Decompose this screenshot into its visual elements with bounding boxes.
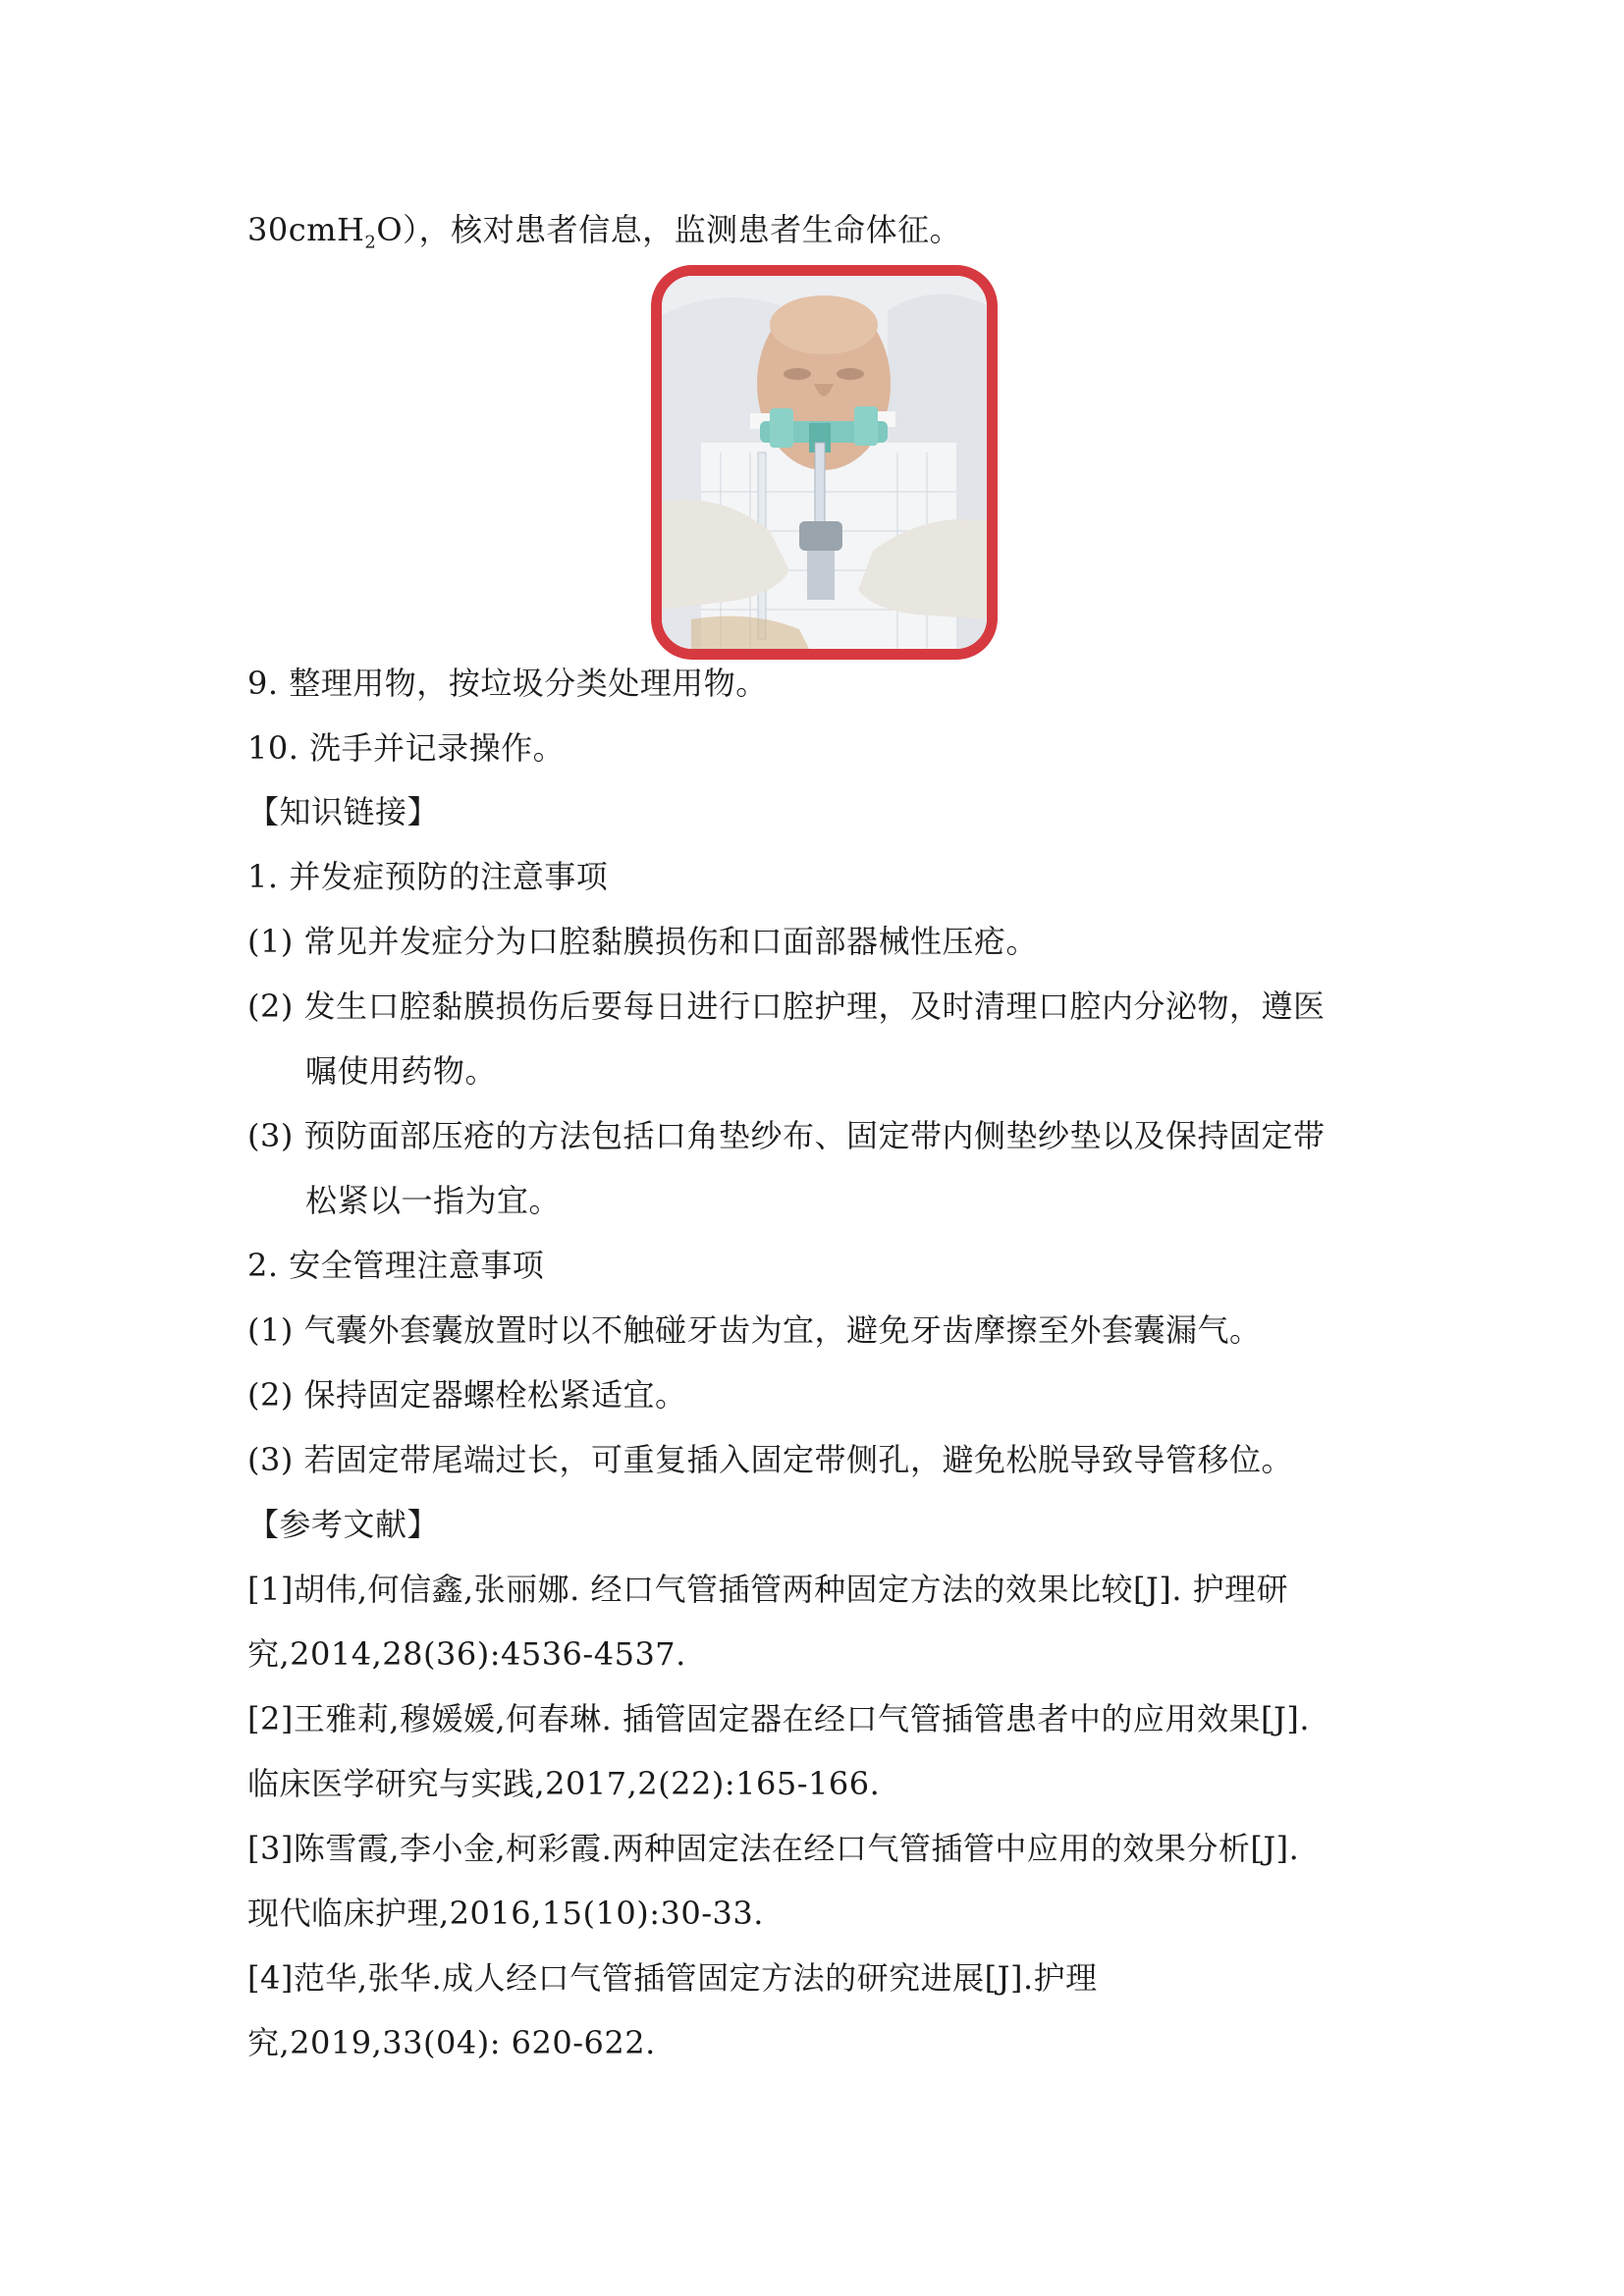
reference-3-line-1: [3]陈雪霞,李小金,柯彩霞.两种固定法在经口气管插管中应用的效果分析[J]. — [247, 1830, 1300, 1867]
text-run: 30cmH — [247, 211, 365, 248]
text-line-2: 9. 整理用物，按垃圾分类处理用物。 — [247, 665, 768, 702]
section-heading-knowledge: 【知识链接】 — [247, 793, 440, 830]
text-line-10: 松紧以一指为宜。 — [305, 1182, 562, 1219]
text-line-1 — [247, 210, 962, 253]
reference-4-line-1: [4]范华,张华.成人经口气管插管固定方法的研究进展[J].护理 — [247, 1959, 1098, 1997]
text-line-8: 嘱使用药物。 — [305, 1052, 498, 1090]
text-line-5: 1. 并发症预防的注意事项 — [247, 858, 609, 895]
text-line-14: (3) 若固定带尾端过长，可重复插入固定带侧孔，避免松脱导致导管移位。 — [247, 1441, 1294, 1478]
reference-3-line-2: 现代临床护理,2016,15(10):30-33. — [247, 1895, 764, 1932]
reference-2-line-1: [2]王雅莉,穆媛媛,何春琳. 插管固定器在经口气管插管患者中的应用效果[J]. — [247, 1700, 1310, 1737]
text-line-3: 10. 洗手并记录操作。 — [247, 729, 566, 767]
reference-1-line-2: 究,2014,28(36):4536-4537. — [247, 1635, 686, 1673]
manikin-illustration — [662, 276, 987, 649]
text-line-11: 2. 安全管理注意事项 — [247, 1247, 545, 1284]
figure-intubation-photo — [651, 265, 998, 660]
text-line-9: (3) 预防面部压疮的方法包括口角垫纱布、固定带内侧垫纱垫以及保持固定带 — [247, 1117, 1326, 1154]
text-line-12: (1) 气囊外套囊放置时以不触碰牙齿为宜，避免牙齿摩擦至外套囊漏气。 — [247, 1311, 1262, 1349]
reference-1-line-1: [1]胡伟,何信鑫,张丽娜. 经口气管插管两种固定方法的效果比较[J]. 护理研 — [247, 1571, 1289, 1608]
text-line-13: (2) 保持固定器螺栓松紧适宜。 — [247, 1376, 687, 1414]
reference-4-line-2: 究,2019,33(04): 620-622. — [247, 2024, 656, 2061]
text-run: O），核对患者信息，监测患者生命体征。 — [376, 211, 962, 248]
text-line-7: (2) 发生口腔黏膜损伤后要每日进行口腔护理，及时清理口腔内分泌物，遵医 — [247, 988, 1326, 1025]
reference-2-line-2: 临床医学研究与实践,2017,2(22):165-166. — [247, 1765, 881, 1802]
section-heading-references: 【参考文献】 — [247, 1506, 440, 1543]
text-line-6: (1) 常见并发症分为口腔黏膜损伤和口面部器械性压疮。 — [247, 923, 1039, 960]
subscript: 2 — [364, 232, 377, 253]
